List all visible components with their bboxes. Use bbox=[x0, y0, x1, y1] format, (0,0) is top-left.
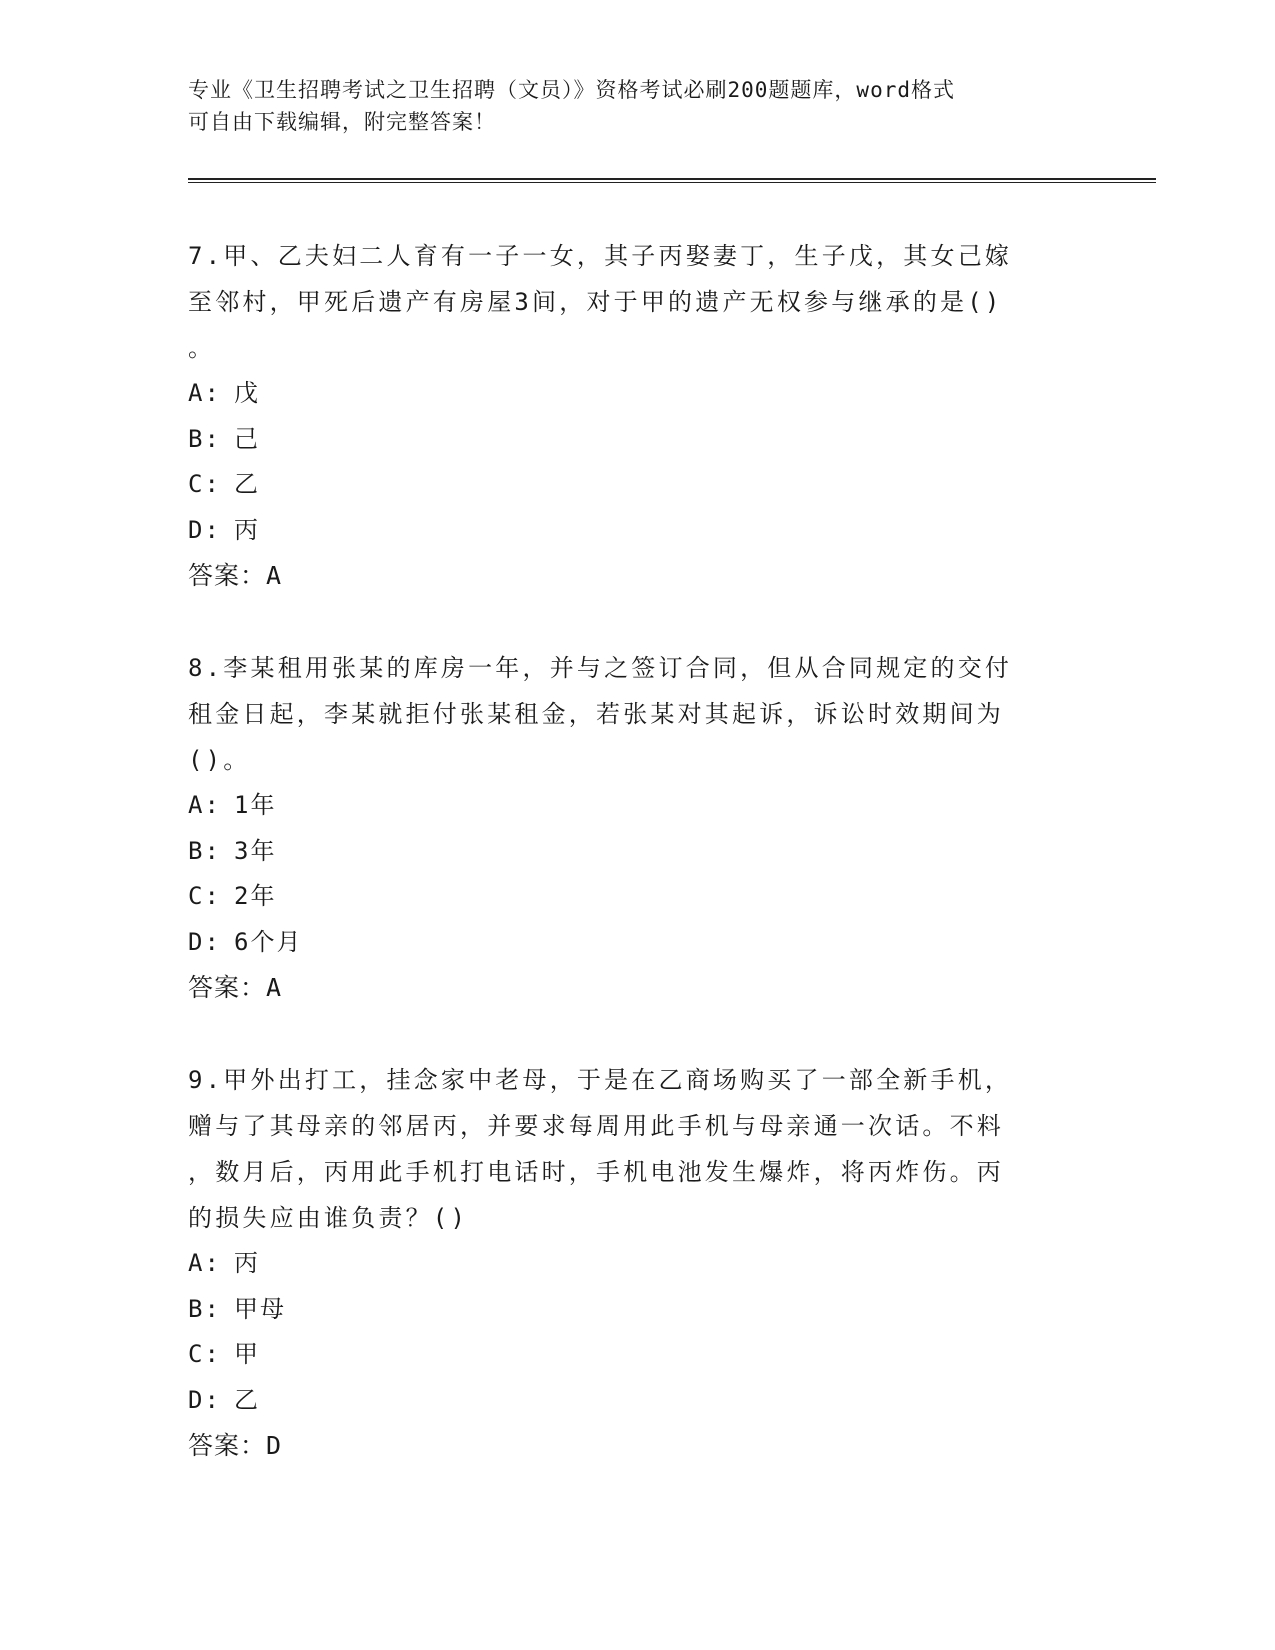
answer-line bbox=[188, 1423, 1068, 1469]
question-text-line: ()。 bbox=[188, 746, 251, 774]
option-letter: C: bbox=[188, 470, 221, 498]
question-text-line: 赠与了其母亲的邻居丙，并要求每周用此手机与母亲通一次话。不料 bbox=[188, 1112, 1004, 1140]
document-header bbox=[188, 74, 1068, 138]
question-text-line: 7.甲、乙夫妇二人育有一子一女，其子丙娶妻丁，生子戊，其女己嫁 bbox=[188, 242, 1013, 270]
header-line-2: 可自由下载编辑，附完整答案！ bbox=[188, 110, 496, 134]
option-text: 6个月 bbox=[234, 927, 303, 956]
answer-value: D bbox=[266, 1431, 282, 1460]
option-text: 戊 bbox=[234, 379, 260, 407]
option-d bbox=[188, 1378, 1068, 1424]
option-text: 1年 bbox=[234, 791, 277, 819]
header-divider bbox=[188, 178, 1156, 183]
option-text: 2年 bbox=[234, 882, 277, 910]
option-text: 甲母 bbox=[234, 1294, 286, 1323]
question-text-line: 的损失应由谁负责？() bbox=[188, 1204, 469, 1232]
option-text: 己 bbox=[234, 424, 260, 453]
answer-line bbox=[188, 965, 1068, 1011]
option-text: 3年 bbox=[234, 836, 277, 865]
option-b bbox=[188, 417, 1068, 463]
question-text-line: 9.甲外出打工，挂念家中老母，于是在乙商场购买了一部全新手机， bbox=[188, 1066, 1013, 1094]
option-d bbox=[188, 508, 1068, 554]
question-text-line: 至邻村，甲死后遗产有房屋3间，对于甲的遗产无权参与继承的是() bbox=[188, 288, 1003, 316]
question-8 bbox=[188, 645, 1068, 1011]
question-text-line: 8.李某租用张某的库房一年，并与之签订合同，但从合同规定的交付 bbox=[188, 654, 1013, 682]
option-letter: B: bbox=[188, 424, 221, 453]
question-7 bbox=[188, 233, 1068, 599]
answer-label: 答案： bbox=[188, 1431, 267, 1460]
option-text: 丙 bbox=[234, 1249, 260, 1277]
option-letter: B: bbox=[188, 836, 221, 865]
question-text-line: ，数月后，丙用此手机打电话时，手机电池发生爆炸，将丙炸伤。丙 bbox=[188, 1158, 1004, 1186]
option-c bbox=[188, 1332, 1068, 1378]
header-line-1: 专业《卫生招聘考试之卫生招聘（文员）》资格考试必刷200题题库，word格式 bbox=[188, 78, 955, 102]
option-letter: D: bbox=[188, 515, 221, 544]
option-c bbox=[188, 874, 1068, 920]
answer-label: 答案： bbox=[188, 973, 267, 1002]
option-b bbox=[188, 1287, 1068, 1333]
option-letter: C: bbox=[188, 1340, 221, 1368]
option-letter: A: bbox=[188, 1249, 221, 1277]
option-d bbox=[188, 920, 1068, 966]
answer-value: A bbox=[266, 973, 282, 1002]
answer-value: A bbox=[266, 561, 282, 590]
option-letter: D: bbox=[188, 1385, 221, 1414]
question-text-line: 。 bbox=[188, 334, 216, 362]
option-b bbox=[188, 829, 1068, 875]
option-letter: C: bbox=[188, 882, 221, 910]
answer-label: 答案： bbox=[188, 561, 267, 590]
option-text: 甲 bbox=[234, 1340, 260, 1368]
question-9 bbox=[188, 1057, 1068, 1469]
option-letter: A: bbox=[188, 791, 221, 819]
option-letter: D: bbox=[188, 927, 221, 956]
option-letter: B: bbox=[188, 1294, 221, 1323]
option-text: 丙 bbox=[234, 515, 260, 544]
option-a bbox=[188, 1241, 1068, 1287]
question-text-line: 租金日起，李某就拒付张某租金，若张某对其起诉，诉讼时效期间为 bbox=[188, 700, 1004, 728]
option-text: 乙 bbox=[234, 1385, 260, 1414]
option-text: 乙 bbox=[234, 470, 260, 498]
option-a bbox=[188, 783, 1068, 829]
option-letter: A: bbox=[188, 379, 221, 407]
answer-line bbox=[188, 553, 1068, 599]
option-a bbox=[188, 371, 1068, 417]
option-c bbox=[188, 462, 1068, 508]
